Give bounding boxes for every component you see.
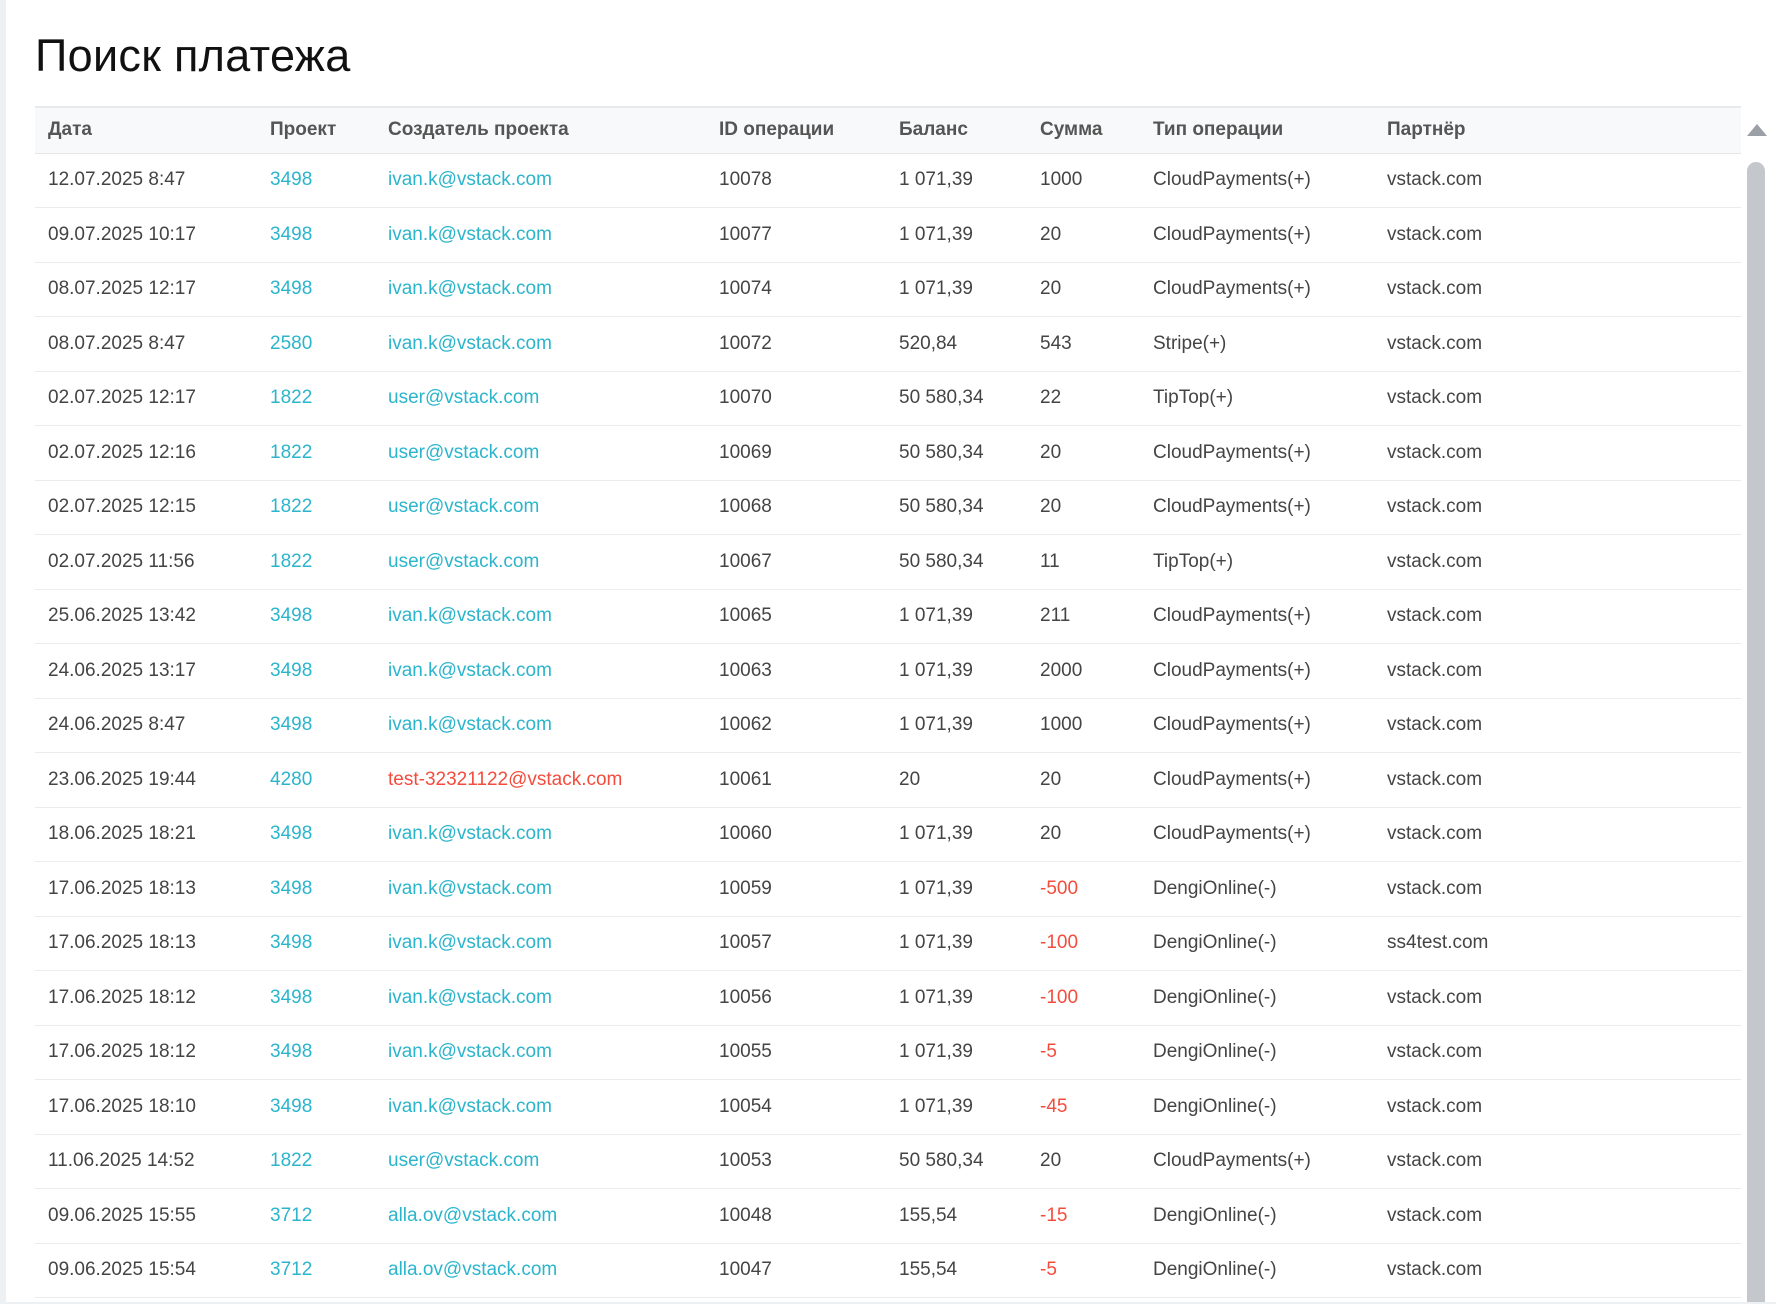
cell-creator-link[interactable]: ivan.k@vstack.com bbox=[388, 877, 552, 899]
cell-date: 18.06.2025 18:21 bbox=[48, 823, 196, 845]
cell-operation-id: 10077 bbox=[719, 223, 772, 245]
payment-search-page bbox=[6, 0, 1776, 1302]
cell-creator-link[interactable]: user@vstack.com bbox=[388, 1150, 540, 1172]
cell-creator-link[interactable]: ivan.k@vstack.com bbox=[388, 605, 552, 627]
cell-balance: 1 071,39 bbox=[899, 1041, 973, 1063]
table-row bbox=[35, 1025, 1741, 1080]
page-title: Поиск платежа bbox=[35, 30, 351, 81]
column-header-partner[interactable]: Партнёр bbox=[1374, 108, 1741, 153]
cell-amount: -100 bbox=[1040, 932, 1079, 954]
cell-project-link[interactable]: 1822 bbox=[270, 441, 313, 463]
cell-partner: vstack.com bbox=[1387, 550, 1483, 572]
vertical-scrollbar[interactable] bbox=[1744, 106, 1770, 1302]
table-row bbox=[35, 535, 1741, 590]
cell-amount: 1000 bbox=[1040, 714, 1083, 736]
cell-project-link[interactable]: 3498 bbox=[270, 986, 313, 1008]
table-row bbox=[35, 480, 1741, 535]
cell-balance: 1 071,39 bbox=[899, 877, 973, 899]
column-header-operation-type[interactable]: Тип операции bbox=[1140, 108, 1374, 153]
cell-creator-link[interactable]: ivan.k@vstack.com bbox=[388, 223, 552, 245]
cell-balance: 1 071,39 bbox=[899, 714, 973, 736]
cell-balance: 1 071,39 bbox=[899, 986, 973, 1008]
cell-creator-link[interactable]: alla.ov@vstack.com bbox=[388, 1204, 558, 1226]
cell-amount: 2000 bbox=[1040, 659, 1083, 681]
column-header-creator[interactable]: Создатель проекта bbox=[375, 108, 706, 153]
cell-balance: 20 bbox=[899, 768, 921, 790]
cell-project-link[interactable]: 1822 bbox=[270, 496, 313, 518]
table-row bbox=[35, 862, 1741, 917]
cell-operation-id: 10048 bbox=[719, 1204, 772, 1226]
cell-date: 17.06.2025 18:12 bbox=[48, 1041, 196, 1063]
cell-project-link[interactable]: 3498 bbox=[270, 278, 313, 300]
cell-operation-type: CloudPayments(+) bbox=[1153, 496, 1311, 518]
cell-partner: vstack.com bbox=[1387, 823, 1483, 845]
cell-amount: 211 bbox=[1040, 605, 1071, 627]
cell-project-link[interactable]: 3498 bbox=[270, 877, 313, 899]
cell-amount: 20 bbox=[1040, 496, 1062, 518]
cell-amount: 543 bbox=[1040, 332, 1072, 354]
cell-creator-link[interactable]: ivan.k@vstack.com bbox=[388, 278, 552, 300]
cell-operation-type: DengiOnline(-) bbox=[1153, 1259, 1277, 1281]
cell-project-link[interactable]: 3498 bbox=[270, 605, 313, 627]
cell-operation-type: DengiOnline(-) bbox=[1153, 986, 1277, 1008]
cell-partner: vstack.com bbox=[1387, 1204, 1483, 1226]
cell-amount: 20 bbox=[1040, 768, 1062, 790]
cell-operation-id: 10061 bbox=[719, 768, 772, 790]
cell-partner: vstack.com bbox=[1387, 1095, 1483, 1117]
column-header-project[interactable]: Проект bbox=[257, 108, 375, 153]
cell-balance: 50 580,34 bbox=[899, 441, 984, 463]
cell-date: 02.07.2025 12:16 bbox=[48, 441, 196, 463]
cell-partner: vstack.com bbox=[1387, 605, 1483, 627]
table-row bbox=[35, 1243, 1741, 1298]
cell-operation-id: 10059 bbox=[719, 877, 772, 899]
cell-balance: 50 580,34 bbox=[899, 387, 984, 409]
table-row bbox=[35, 971, 1741, 1026]
table-row bbox=[35, 153, 1741, 208]
cell-operation-id: 10074 bbox=[719, 278, 772, 300]
payments-table-container bbox=[35, 106, 1741, 1304]
cell-operation-type: CloudPayments(+) bbox=[1153, 714, 1311, 736]
cell-operation-type: CloudPayments(+) bbox=[1153, 768, 1311, 790]
cell-operation-id: 10072 bbox=[719, 332, 772, 354]
cell-partner: vstack.com bbox=[1387, 332, 1483, 354]
cell-date: 02.07.2025 12:17 bbox=[48, 387, 196, 409]
cell-balance: 50 580,34 bbox=[899, 1150, 984, 1172]
cell-amount: -5 bbox=[1040, 1041, 1057, 1063]
cell-amount: -500 bbox=[1040, 877, 1079, 899]
table-row bbox=[35, 317, 1741, 372]
cell-operation-type: CloudPayments(+) bbox=[1153, 223, 1311, 245]
cell-creator-link[interactable]: ivan.k@vstack.com bbox=[388, 659, 552, 681]
cell-balance: 1 071,39 bbox=[899, 278, 973, 300]
table-row bbox=[35, 1189, 1741, 1244]
cell-creator-link[interactable]: test-32321122@vstack.com bbox=[388, 768, 623, 790]
cell-operation-type: CloudPayments(+) bbox=[1153, 605, 1311, 627]
cell-creator-link[interactable]: ivan.k@vstack.com bbox=[388, 714, 552, 736]
cell-operation-id: 10053 bbox=[719, 1150, 772, 1172]
cell-project-link[interactable]: 3498 bbox=[270, 823, 313, 845]
cell-operation-type: Stripe(+) bbox=[1153, 332, 1227, 354]
cell-partner: vstack.com bbox=[1387, 877, 1483, 899]
cell-date: 17.06.2025 18:10 bbox=[48, 1095, 196, 1117]
cell-creator-link[interactable]: ivan.k@vstack.com bbox=[388, 986, 552, 1008]
cell-operation-id: 10062 bbox=[719, 714, 772, 736]
cell-amount: 20 bbox=[1040, 223, 1062, 245]
table-row bbox=[35, 589, 1741, 644]
scroll-up-arrow-icon[interactable] bbox=[1747, 124, 1767, 136]
cell-operation-type: DengiOnline(-) bbox=[1153, 1041, 1277, 1063]
cell-operation-id: 10060 bbox=[719, 823, 772, 845]
cell-balance: 1 071,39 bbox=[899, 605, 973, 627]
table-row bbox=[35, 1080, 1741, 1135]
cell-project-link[interactable]: 3498 bbox=[270, 659, 313, 681]
cell-amount: 20 bbox=[1040, 441, 1062, 463]
cell-date: 25.06.2025 13:42 bbox=[48, 605, 196, 627]
column-header-balance[interactable]: Баланс bbox=[886, 108, 1027, 153]
cell-operation-type: DengiOnline(-) bbox=[1153, 1095, 1277, 1117]
cell-project-link[interactable]: 1822 bbox=[270, 1150, 313, 1172]
cell-partner: vstack.com bbox=[1387, 1259, 1483, 1281]
cell-operation-id: 10057 bbox=[719, 932, 772, 954]
cell-operation-type: CloudPayments(+) bbox=[1153, 659, 1311, 681]
cell-partner: vstack.com bbox=[1387, 496, 1483, 518]
cell-project-link[interactable]: 3498 bbox=[270, 223, 313, 245]
cell-amount: 1000 bbox=[1040, 169, 1083, 191]
cell-creator-link[interactable]: ivan.k@vstack.com bbox=[388, 332, 552, 354]
cell-date: 09.06.2025 15:54 bbox=[48, 1259, 196, 1281]
cell-amount: 11 bbox=[1040, 550, 1060, 572]
cell-date: 17.06.2025 18:13 bbox=[48, 877, 196, 899]
cell-balance: 1 071,39 bbox=[899, 1095, 973, 1117]
cell-operation-type: CloudPayments(+) bbox=[1153, 823, 1311, 845]
cell-balance: 520,84 bbox=[899, 332, 958, 354]
cell-balance: 1 071,39 bbox=[899, 932, 973, 954]
cell-date: 08.07.2025 8:47 bbox=[48, 332, 186, 354]
cell-creator-link[interactable]: user@vstack.com bbox=[388, 550, 540, 572]
cell-date: 23.06.2025 19:44 bbox=[48, 768, 196, 790]
cell-balance: 155,54 bbox=[899, 1259, 958, 1281]
cell-date: 09.07.2025 10:17 bbox=[48, 223, 196, 245]
table-header-row bbox=[35, 108, 1741, 153]
cell-amount: -15 bbox=[1040, 1204, 1068, 1226]
cell-balance: 1 071,39 bbox=[899, 823, 973, 845]
cell-amount: 22 bbox=[1040, 387, 1062, 409]
table-row bbox=[35, 208, 1741, 263]
cell-creator-link[interactable]: alla.ov@vstack.com bbox=[388, 1259, 558, 1281]
cell-balance: 50 580,34 bbox=[899, 496, 984, 518]
cell-balance: 1 071,39 bbox=[899, 169, 973, 191]
cell-partner: vstack.com bbox=[1387, 278, 1483, 300]
cell-date: 17.06.2025 18:12 bbox=[48, 986, 196, 1008]
cell-creator-link[interactable]: ivan.k@vstack.com bbox=[388, 823, 552, 845]
cell-date: 09.06.2025 15:55 bbox=[48, 1204, 196, 1226]
cell-operation-id: 10078 bbox=[719, 169, 772, 191]
cell-operation-type: TipTop(+) bbox=[1153, 550, 1234, 572]
cell-partner: vstack.com bbox=[1387, 1150, 1483, 1172]
cell-amount: -5 bbox=[1040, 1259, 1057, 1281]
cell-creator-link[interactable]: ivan.k@vstack.com bbox=[388, 932, 552, 954]
cell-operation-type: CloudPayments(+) bbox=[1153, 1150, 1311, 1172]
cell-operation-id: 10055 bbox=[719, 1041, 772, 1063]
cell-project-link[interactable]: 4280 bbox=[270, 768, 313, 790]
cell-project-link[interactable]: 3712 bbox=[270, 1204, 313, 1226]
cell-operation-id: 10067 bbox=[719, 550, 772, 572]
cell-amount: -100 bbox=[1040, 986, 1079, 1008]
cell-creator-link[interactable]: ivan.k@vstack.com bbox=[388, 169, 552, 191]
cell-project-link[interactable]: 3498 bbox=[270, 169, 313, 191]
table-row bbox=[35, 262, 1741, 317]
column-header-amount[interactable]: Сумма bbox=[1027, 108, 1140, 153]
cell-date: 24.06.2025 13:17 bbox=[48, 659, 196, 681]
table-row bbox=[35, 753, 1741, 808]
table-row bbox=[35, 644, 1741, 699]
cell-balance: 155,54 bbox=[899, 1204, 958, 1226]
table-row bbox=[35, 698, 1741, 753]
cell-operation-id: 10056 bbox=[719, 986, 772, 1008]
cell-project-link[interactable]: 3498 bbox=[270, 714, 313, 736]
cell-operation-id: 10069 bbox=[719, 441, 772, 463]
cell-operation-type: DengiOnline(-) bbox=[1153, 877, 1277, 899]
cell-project-link[interactable]: 2580 bbox=[270, 332, 313, 354]
cell-project-link[interactable]: 3712 bbox=[270, 1259, 313, 1281]
cell-project-link[interactable]: 3498 bbox=[270, 1041, 313, 1063]
cell-operation-type: CloudPayments(+) bbox=[1153, 169, 1311, 191]
cell-project-link[interactable]: 3498 bbox=[270, 1095, 313, 1117]
cell-creator-link[interactable]: ivan.k@vstack.com bbox=[388, 1095, 552, 1117]
cell-partner: vstack.com bbox=[1387, 441, 1483, 463]
cell-date: 11.06.2025 14:52 bbox=[48, 1150, 195, 1172]
column-header-date[interactable]: Дата bbox=[35, 108, 257, 153]
cell-project-link[interactable]: 1822 bbox=[270, 387, 313, 409]
cell-operation-type: DengiOnline(-) bbox=[1153, 932, 1277, 954]
cell-date: 17.06.2025 18:13 bbox=[48, 932, 196, 954]
cell-date: 12.07.2025 8:47 bbox=[48, 169, 186, 191]
cell-operation-id: 10063 bbox=[719, 659, 772, 681]
scrollbar-thumb[interactable] bbox=[1747, 162, 1765, 1302]
cell-date: 02.07.2025 11:56 bbox=[48, 550, 195, 572]
cell-creator-link[interactable]: user@vstack.com bbox=[388, 496, 540, 518]
table-row bbox=[35, 807, 1741, 862]
table-row bbox=[35, 1134, 1741, 1189]
cell-partner: vstack.com bbox=[1387, 659, 1483, 681]
cell-amount: -45 bbox=[1040, 1095, 1068, 1117]
cell-operation-type: CloudPayments(+) bbox=[1153, 441, 1311, 463]
table-body bbox=[35, 153, 1741, 1298]
cell-operation-type: TipTop(+) bbox=[1153, 387, 1234, 409]
cell-project-link[interactable]: 1822 bbox=[270, 550, 313, 572]
payments-table bbox=[35, 108, 1741, 1298]
cell-balance: 1 071,39 bbox=[899, 659, 973, 681]
cell-balance: 1 071,39 bbox=[899, 223, 973, 245]
table-row bbox=[35, 371, 1741, 426]
cell-partner: vstack.com bbox=[1387, 986, 1483, 1008]
cell-amount: 20 bbox=[1040, 278, 1062, 300]
cell-operation-type: DengiOnline(-) bbox=[1153, 1204, 1277, 1226]
cell-amount: 20 bbox=[1040, 1150, 1062, 1172]
cell-partner: vstack.com bbox=[1387, 714, 1483, 736]
cell-partner: vstack.com bbox=[1387, 169, 1483, 191]
cell-operation-id: 10065 bbox=[719, 605, 772, 627]
cell-creator-link[interactable]: user@vstack.com bbox=[388, 441, 540, 463]
cell-partner: ss4test.com bbox=[1387, 932, 1489, 954]
cell-creator-link[interactable]: ivan.k@vstack.com bbox=[388, 1041, 552, 1063]
cell-operation-type: CloudPayments(+) bbox=[1153, 278, 1311, 300]
cell-balance: 50 580,34 bbox=[899, 550, 984, 572]
cell-operation-id: 10068 bbox=[719, 496, 772, 518]
cell-date: 08.07.2025 12:17 bbox=[48, 278, 196, 300]
cell-partner: vstack.com bbox=[1387, 223, 1483, 245]
cell-operation-id: 10070 bbox=[719, 387, 772, 409]
cell-partner: vstack.com bbox=[1387, 1041, 1483, 1063]
table-row bbox=[35, 916, 1741, 971]
cell-operation-id: 10054 bbox=[719, 1095, 772, 1117]
cell-date: 02.07.2025 12:15 bbox=[48, 496, 196, 518]
table-row bbox=[35, 426, 1741, 481]
cell-project-link[interactable]: 3498 bbox=[270, 932, 313, 954]
cell-date: 24.06.2025 8:47 bbox=[48, 714, 186, 736]
cell-amount: 20 bbox=[1040, 823, 1062, 845]
cell-operation-id: 10047 bbox=[719, 1259, 772, 1281]
cell-partner: vstack.com bbox=[1387, 768, 1483, 790]
column-header-operation-id[interactable]: ID операции bbox=[706, 108, 886, 153]
cell-partner: vstack.com bbox=[1387, 387, 1483, 409]
cell-creator-link[interactable]: user@vstack.com bbox=[388, 387, 540, 409]
